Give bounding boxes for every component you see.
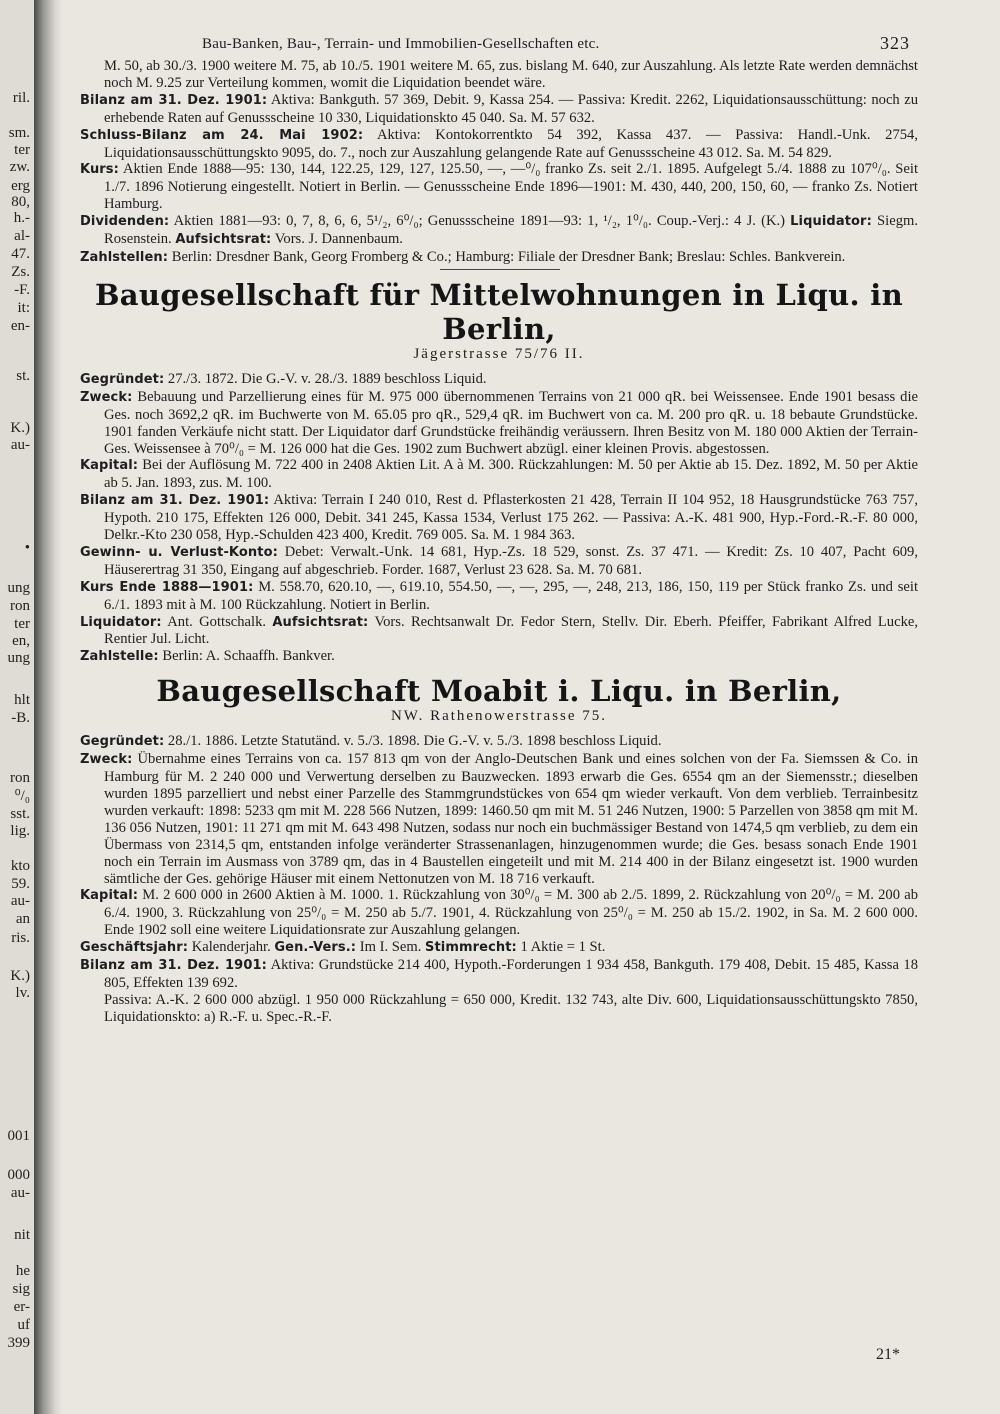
left-page-fragment: au-: [10, 1185, 30, 1201]
entry-kapital: Kapital: Bei der Auflösung M. 722 400 in 2408 Aktien Lit. A à M. 300. Rückzahlungen: M. 50 per Aktie ab 15. Dez. 1892, M. 50 per Aktie ab 5. Jan. 1893, zus. M. 100.: [80, 457, 919, 492]
entry-kurs: Kurs Ende 1888—1901: M. 558.70, 620.10, —, 619.10, 554.50, —, —, 295, —, 248, 213, 186, 150, 119 per Stück franko Zs. und seit 6./1. 1893 mit à M. 100 Rückzahlung. Notiert in Berlin.: [80, 578, 919, 613]
section-divider: [440, 269, 560, 270]
left-page-fragment: al-: [14, 228, 30, 244]
company-title-moabit: Baugesellschaft Moabit i. Liqu. in Berlin,: [156, 674, 842, 709]
company-address: Jägerstrasse 75/76 II.: [413, 345, 585, 362]
entry-bilanz: Bilanz am 31. Dez. 1901: Aktiva: Grundstücke 214 400, Hypoth.-Forderungen 1 934 458, Bankguth. 179 408, Debit. 15 485, Kassa 18 805, Effekten 139 692.: [80, 957, 918, 991]
left-page-fragment: 000: [7, 1167, 30, 1183]
left-page-fragment: er-: [13, 1299, 30, 1315]
left-page-fragment: K.): [10, 420, 30, 436]
entry-zweck: Zweck: Bebauung und Parzellierung eines für M. 975 000 übernommenen Terrains von 21 000 qR. bei Weissensee. Ende 1901 besass die Ges. noch 3692,2 qR. im Buchwerte von M. 65.05 pro qR., 529,4 qR. im Buchwert von ca. M. 200 pro qR. u. 18 bebaute Grundstücke. 1901 fanden Verkäufe nicht statt. Der Liquidator darf Grundstücke freihändig veräussern. Ihren Besitz von M. 180 000 Aktien der Terrain-Ges. Weissensee à 70⁰/₀ = M. 126 000 hat die Ges. 1902 zum Buchwert abzügl. einer kleinen Provis. abgestossen.: [80, 388, 919, 457]
left-page-fragment: sm.: [8, 125, 30, 141]
left-page-fragment: zw.: [9, 159, 30, 175]
section1-kurs: Kurs: Aktien Ende 1888—95: 130, 144, 122.25, 129, 127, 125.50, —, —⁰/₀ franko Zs. seit 2./1. 1895. Aufgelegt 5./4. 1888 zu 107⁰/₀. Seit 1./7. 1896 Notierung eingestellt. Notiert in Berlin. — Genussscheine Ende 1896—1901: M. 430, 440, 200, 150, 60, — franko Zs. Notiert Hamburg.: [80, 161, 919, 213]
left-page-fragment: Zs.: [11, 264, 30, 280]
company-address: NW. Rathenowerstrasse 75.: [390, 708, 608, 725]
left-page-fragment: st.: [16, 368, 30, 384]
left-page-fragment: sst.: [10, 806, 30, 822]
left-page-fragment: lig.: [10, 823, 30, 839]
entry-gewinn-verlust: Gewinn- u. Verlust-Konto: Debet: Verwalt.-Unk. 14 681, Hyp.-Zs. 18 529, sonst. Zs. 37 471. — Kredit: Zs. 10 407, Pacht 609, Häuserertrag 31 350, Eingang auf abgeschrieb. Forder. 1687, Verlust 23 628. Sa. M. 70 681.: [80, 543, 918, 578]
section1-schluss-bilanz: Schluss-Bilanz am 24. Mai 1902: Aktiva: Kontokorrentkto 54 392, Kassa 437. — Passiva: Handl.-Unk. 2754, Liquidationsausschüttungskto 9095, do. 7., noch zur Auszahlung gelangende Rate auf Genussscheine 43 012. Sa. M. 54 829.: [80, 126, 919, 161]
left-page-fragment: •: [24, 540, 30, 556]
left-page-fragment: 59.: [11, 876, 30, 892]
left-page-fragment: it:: [17, 300, 30, 316]
left-page-fragment: kto: [10, 858, 30, 874]
left-page-fragment: ung: [7, 580, 30, 596]
left-page-fragment: 399: [7, 1335, 30, 1351]
entry-liquidator: Liquidator: Ant. Gottschalk. Aufsichtsrat: Vors. Rechtsanwalt Dr. Fedor Stern, Stellv. Dir. Eberh. Pfeiffer, Fabrikant Alfred Lucke, Rentier Jul. Licht.: [80, 613, 919, 648]
left-page-fragment: 47.: [11, 246, 30, 262]
left-page-fragment: ung: [7, 650, 30, 666]
page-number: 323: [880, 33, 910, 53]
left-page-fragment: ron: [10, 598, 30, 614]
left-page-fragment: erg: [11, 178, 30, 194]
left-page-fragment: -B.: [11, 710, 30, 726]
left-page-fragment: K.): [10, 968, 30, 984]
left-page-fragment: 80,: [11, 194, 30, 210]
book-gutter: [34, 0, 62, 1414]
left-page-fragment: ril.: [12, 90, 30, 106]
entry-gegruendet: Gegründet: 27./3. 1872. Die G.-V. v. 28./3. 1889 beschloss Liquid.: [80, 370, 487, 387]
section1-bilanz: Bilanz am 31. Dez. 1901: Aktiva: Bankguth. 57 369, Debit. 9, Kassa 254. — Passiva: Kredit. 2262, Liquidationsausschüttung: noch zu erhebende Raten auf Genussscheine 10 330, Liquidationskto 45 040. Sa. M. 57 632.: [80, 91, 919, 126]
left-page-fragment: -F.: [14, 282, 30, 298]
left-page-fragment: uf: [17, 1317, 30, 1333]
left-page-fragment: 001: [7, 1128, 30, 1144]
running-title: Bau-Banken, Bau-, Terrain- und Immobilien-Gesellschaften etc.: [202, 36, 600, 52]
left-page-fragment: an: [15, 911, 30, 927]
left-page-fragment: lv.: [15, 985, 30, 1001]
left-page-fragment: hlt: [14, 692, 30, 708]
section1-dividenden: Dividenden: Aktien 1881—93: 0, 7, 8, 6, 6, 5¹/₂, 6⁰/₀; Genussscheine 1891—93: 1, ¹/₂, 1⁰/₀. Coup.-Verj.: 4 J. (K.) Liquidator: Siegm. Rosenstein. Aufsichtsrat: Vors. J. Dannenbaum.: [80, 213, 918, 248]
left-page-fragment: en,: [12, 633, 30, 649]
left-page-fragment: au-: [10, 437, 30, 453]
left-page-fragment: ter: [14, 616, 30, 632]
left-page-fragment: he: [15, 1263, 30, 1279]
left-page-fragment: ris.: [11, 930, 30, 946]
left-page-fragment: sig: [12, 1281, 30, 1297]
entry-gegruendet: Gegründet: 28./1. 1886. Letzte Statutänd. v. 5./3. 1898. Die G.-V. v. 5./3. 1898 beschloss Liquid.: [80, 733, 662, 750]
left-page-fragment: h.-: [13, 210, 30, 226]
adjacent-page-strip: [0, 0, 34, 1414]
section1-intro: M. 50, ab 30./3. 1900 weitere M. 75, ab 10./5. 1901 weitere M. 65, zus. bislang M. 640, zur Auszahlung. Als letzte Rate werden demnächst noch M. 9.25 zur Verteilung kommen, womit die Liquidation beendet wäre.: [104, 58, 918, 91]
entry-zweck: Zweck: Übernahme eines Terrains von ca. 157 813 qm von der Anglo-Deutschen Bank und eines solchen von der Fa. Siemssen & Co. in Hamburg für M. 2 240 000 und Verwertung derselben zu Bauzwecken. 1893 erwarb die Ges. 6554 qm an der Siemensstr.; dieselben wurden 1895 parzelliert und nebst einer Parzelle des Stammgrundstückes von 654 qm wieder verkauft. Von dem verblieb. Terrainbesitz wurden verkauft: 1898: 5233 qm mit M. 228 566 Nutzen, 1899: 1460.50 qm mit M. 51 246 Nutzen, 1900: 5 Parzellen von 3858 qm mit M. 136 056 Nutzen, 1901: 11 271 qm mit M. 643 498 Nutzen, sodass nur noch ein buchmässiger Bestand von 1474,5 qm verblieb, zu dem ein Übermass von 2314,5 qm, entstanden infolge veränderter Strassenanlagen, hinzugenommen wurde; die Ges. besass sonach Ende 1901 noch ein Terrain im Ausmass von 3789 qm, das in 4 Baustellen eingeteilt und mit M. 214 400 in der Bilanz eingesetzt ist. 1900 wurden sämtliche der Ges. gehörige Häuser mit einem Nettonutzen von M. 18 716 verkauft.: [80, 751, 918, 887]
left-page-fragment: ron: [10, 770, 30, 786]
section1-zahlstellen: Zahlstellen: Berlin: Dresdner Bank, Georg Fromberg & Co.; Hamburg: Filiale der Dresdner Bank; Breslau: Schles. Bankverein.: [80, 248, 846, 265]
entry-bilanz: Bilanz am 31. Dez. 1901: Aktiva: Terrain I 240 010, Rest d. Pflasterkosten 21 428, Terrain II 104 952, 18 Hausgrundstücke 763 757, Hypoth. 210 175, Effekten 126 000, Debit. 341 245, Kassa 1534, Verlust 175 262. — Passiva: A.-K. 481 900, Hyp.-Ford.-R.-F. 80 000, Delkr.-Kto 230 058, Hyp.-Schulden 423 400, Kredit. 769 005. Sa. M. 1 984 363.: [80, 492, 919, 544]
left-page-fragment: ⁰/₀: [14, 788, 30, 804]
book-page: [80, 30, 918, 1026]
entry-geschaeftsjahr: Geschäftsjahr: Kalenderjahr. Gen.-Vers.: Im I. Sem. Stimmrecht: 1 Aktie = 1 St.: [80, 939, 606, 956]
signature-mark: 21*: [876, 1346, 900, 1363]
entry-kapital: Kapital: M. 2 600 000 in 2600 Aktien à M. 1000. 1. Rückzahlung von 30⁰/₀ = M. 300 ab 2./5. 1899, 2. Rückzahlung von 20⁰/₀ = M. 200 ab 6./4. 1900, 3. Rückzahlung von 25⁰/₀ = M. 250 ab 5./7. 1901, 4. Rückzahlung von 25⁰/₀ = M. 250 ab 15./2. 1902, in Sa. M. 2 600 000. Ende 1902 soll eine weitere Liquidationsrate zur Auszahlung gelangen.: [80, 887, 918, 939]
entry-passiva: Passiva: A.-K. 2 600 000 abzügl. 1 950 000 Rückzahlung = 650 000, Kredit. 132 743, alte Div. 600, Liquidationsausschüttungskto 7850, Liquidationskto: a) R.-F. u. Spec.-R.-F.: [104, 991, 918, 1025]
left-page-fragment: ter: [14, 142, 30, 158]
running-header: [80, 30, 918, 58]
left-page-fragment: nit: [14, 1227, 30, 1243]
entry-zahlstelle: Zahlstelle: Berlin: A. Schaaffh. Bankver.: [80, 648, 335, 665]
company-title-mittelwohnungen: Baugesellschaft für Mittelwohnungen in Liqu. in Berlin,: [95, 277, 903, 346]
left-page-fragment: au-: [10, 893, 30, 909]
left-page-fragment: en-: [10, 318, 30, 334]
